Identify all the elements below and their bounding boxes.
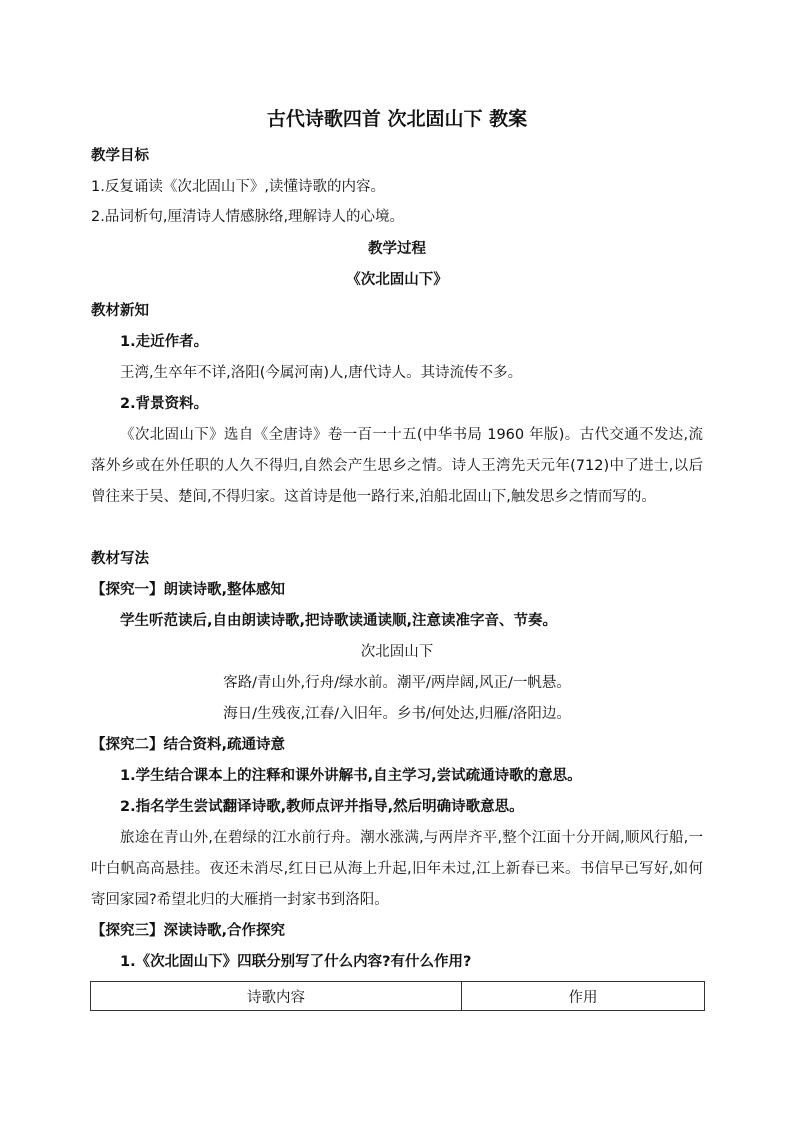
step-author-heading: 1.走近作者。 <box>120 334 209 350</box>
step-background-heading: 2.背景资料。 <box>120 396 209 412</box>
table-header-content: 诗歌内容 <box>91 982 462 1011</box>
poem-reference-heading: 《次北固山下》 <box>346 272 448 288</box>
poem-line-1: 客路/青山外,行舟/绿水前。潮平/两岸阔,风正/一帆悬。 <box>223 675 571 691</box>
explore-1-heading: 【探究一】朗读诗歌,整体感知 <box>91 582 286 598</box>
poem-line-2: 海日/生残夜,江春/入旧年。乡书/何处达,归雁/洛阳边。 <box>223 706 571 722</box>
table-header-row <box>91 982 705 1011</box>
section-heading-process: 教学过程 <box>368 241 426 257</box>
poem-title: 次北固山下 <box>360 644 434 660</box>
poem-analysis-table <box>90 981 705 1011</box>
table-header-function: 作用 <box>462 982 705 1011</box>
section-heading-new-knowledge: 教材新知 <box>91 303 149 319</box>
section-heading-goals: 教学目标 <box>91 148 149 164</box>
explore-2-step-2: 2.指名学生尝试翻译诗歌,教师点评并指导,然后明确诗歌意思。 <box>120 799 524 815</box>
explore-1-text: 学生听范读后,自由朗读诗歌,把诗歌读通读顺,注意读准字音、节奏。 <box>120 613 558 629</box>
author-paragraph: 王湾,生卒年不详,洛阳(今属河南)人,唐代诗人。其诗流传不多。 <box>120 365 523 381</box>
explore-3-heading: 【探究三】深读诗歌,合作探究 <box>91 923 286 939</box>
explore-3-question: 1.《次北固山下》四联分别写了什么内容?有什么作用? <box>120 954 472 970</box>
section-heading-writing: 教材写法 <box>91 551 149 567</box>
translation-paragraph: 旅途在青山外,在碧绿的江水前行舟。潮水涨满,与两岸齐平,整个江面十分开阔,顺风行船,一叶白帆高高悬挂。夜还未消尽,红日已从海上升起,旧年未过,江上新春已来。书信早已写好,如何寄回家园?希望北归的大雁捎一封家书到洛阳。 <box>91 830 703 908</box>
goal-item-1: 1.反复诵读《次北固山下》,读懂诗歌的内容。 <box>91 179 385 195</box>
explore-2-step-1: 1.学生结合课本上的注释和课外讲解书,自主学习,尝试疏通诗歌的意思。 <box>120 768 582 784</box>
page-title: 古代诗歌四首 次北固山下 教案 <box>266 108 528 130</box>
goal-item-2: 2.品词析句,厘清诗人情感脉络,理解诗人的心境。 <box>91 209 405 225</box>
background-paragraph: 《次北固山下》选自《全唐诗》卷一百一十五(中华书局 1960 年版)。古代交通不发达,流落外乡或在外任职的人久不得归,自然会产生思乡之情。诗人王湾先天元年(712)中了进士,以后曾往来于吴、楚间,不得归家。这首诗是他一路行来,泊船北固山下,触发思乡之情而写的。 <box>91 427 703 505</box>
explore-2-heading: 【探究二】结合资料,疏通诗意 <box>91 737 286 753</box>
